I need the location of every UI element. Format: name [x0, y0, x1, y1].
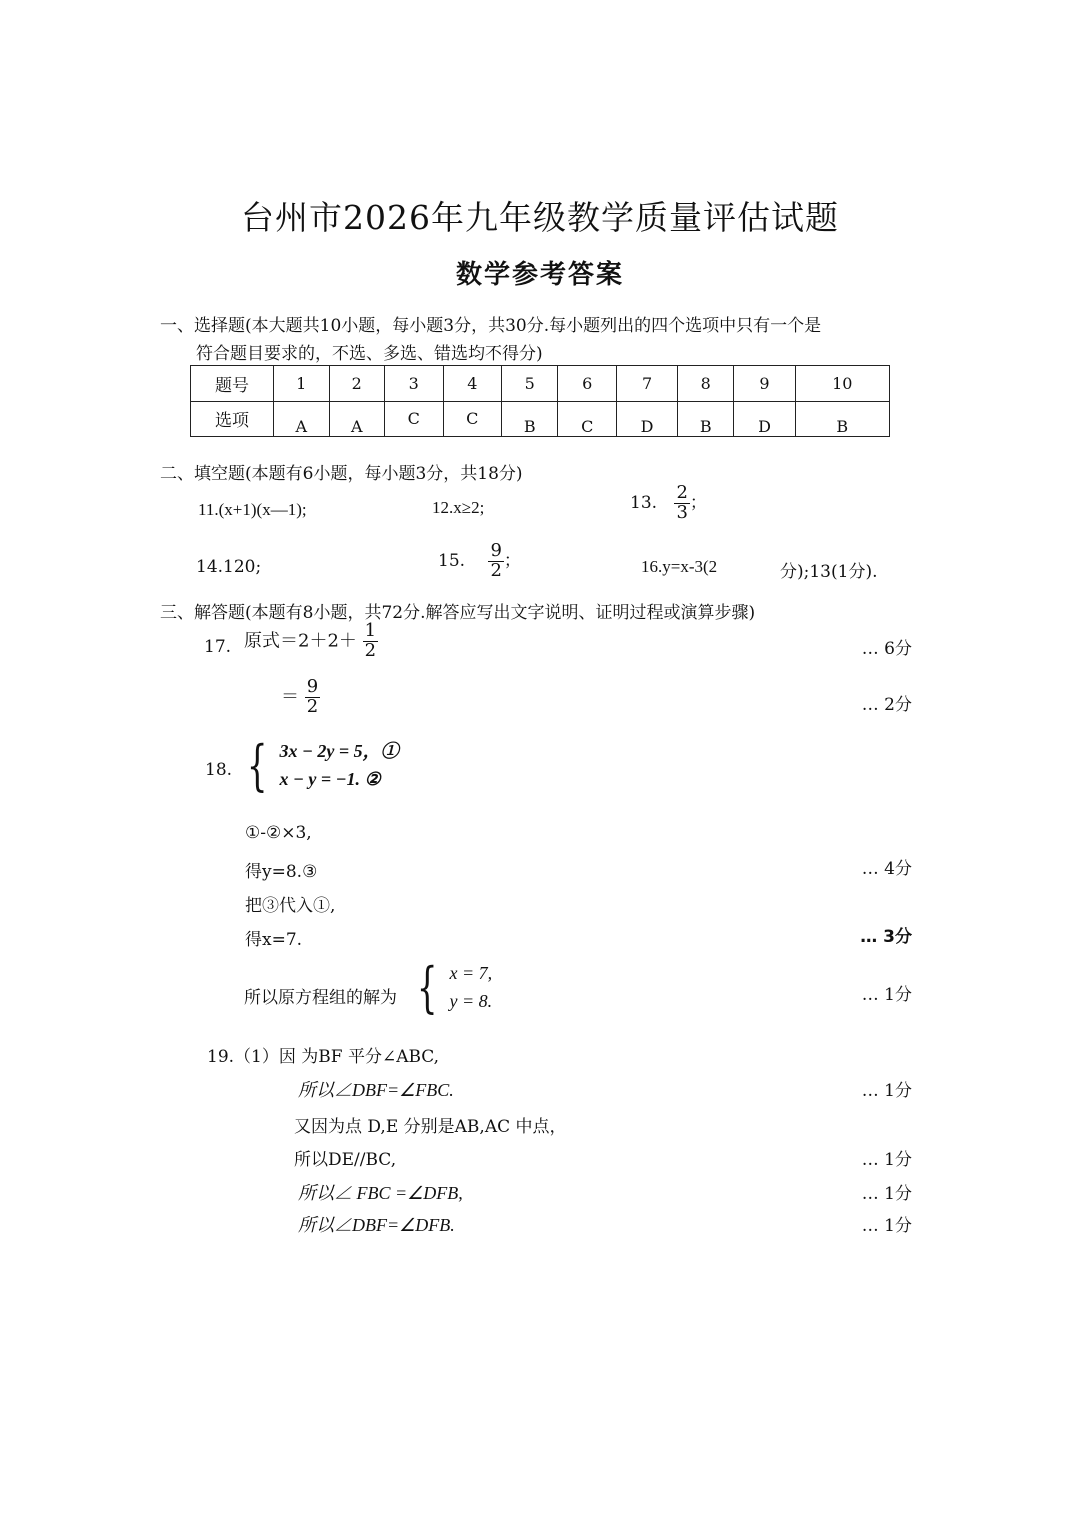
question-number: 10	[795, 366, 889, 402]
section2-heading: 二、填空题(本题有6小题，每小题3分，共18分)	[160, 464, 523, 484]
q13-tail: ；	[689, 492, 707, 513]
q18-equation-2: x − y = −1. ②	[279, 768, 381, 789]
left-brace-icon: {	[416, 955, 438, 1019]
q18-label: 18.	[205, 760, 233, 780]
q18-step-1: ①-②×3,	[245, 823, 312, 843]
q17-expression: 原式＝2＋2＋	[244, 630, 357, 652]
answer-choice: B	[795, 401, 889, 437]
question-number: 5	[502, 366, 558, 402]
answer-q13	[630, 484, 707, 523]
question-number: 4	[443, 366, 502, 402]
q19-line-6: 所以∠DBF=∠DFB.	[298, 1215, 455, 1235]
section1-heading: 一、选择题(本大题共10小题，每小题3分，共30分.每小题列出的四个选项中只有一个是	[160, 316, 822, 336]
answer-choice: B	[502, 401, 558, 437]
question-number: 3	[385, 366, 444, 402]
question-number: 9	[734, 366, 795, 402]
q17-label: 17.	[204, 637, 232, 657]
q18-step-3: 把③代入①,	[245, 896, 336, 916]
q18-solution-y: y = 8.	[449, 990, 493, 1011]
q18-solution-values	[449, 960, 492, 1016]
q17-fraction-1	[363, 622, 378, 661]
fraction-numerator: 1	[364, 620, 377, 641]
fraction-denominator: 2	[306, 695, 319, 717]
answer-choice: C	[558, 401, 617, 437]
q19-score-1: … 1分	[861, 1081, 912, 1101]
q18-step-5: 所以原方程组的解为	[244, 988, 397, 1008]
left-brace-icon: {	[246, 733, 268, 797]
question-number: 8	[678, 366, 734, 402]
q18-score-3: … 1分	[861, 985, 912, 1005]
answer-choice: B	[678, 401, 734, 437]
q17-fraction-2	[305, 678, 320, 717]
answer-q16-part2: 分);13(1分).	[780, 562, 878, 582]
q19-line-2: 所以∠DBF=∠FBC.	[298, 1080, 454, 1100]
document-subtitle: 数学参考答案	[455, 260, 624, 290]
answer-table-answer-row	[191, 401, 890, 437]
answer-table	[190, 365, 890, 437]
q17-score-1: … 6分	[861, 639, 912, 659]
answer-q15	[438, 542, 521, 581]
q17-line1	[244, 622, 378, 661]
answer-choice: C	[443, 401, 502, 437]
q19-line-3: 又因为点 D,E 分别是AB,AC 中点，	[294, 1117, 567, 1137]
question-number: 2	[329, 366, 385, 402]
q17-equals: ＝	[281, 686, 299, 708]
row-label-number: 题号	[191, 366, 274, 402]
q19-line-1: 19.（1）因 为BF 平分∠ABC,	[207, 1047, 440, 1067]
fraction-numerator: 2	[676, 482, 688, 503]
answer-choice: D	[734, 401, 795, 437]
fraction-denominator: 2	[364, 639, 377, 661]
q17-line2	[281, 678, 320, 717]
q19-score-4: … 1分	[861, 1216, 912, 1236]
q17-score-2: … 2分	[861, 695, 912, 715]
q18-score-2: … 3分	[860, 927, 912, 947]
q15-label: 15.	[438, 550, 466, 571]
answer-q12: 12.x≥2;	[432, 498, 485, 517]
q19-score-2: … 1分	[861, 1150, 912, 1170]
question-number: 1	[274, 366, 330, 402]
fraction-numerator: 9	[490, 540, 502, 561]
answer-choice: D	[616, 401, 677, 437]
q19-score-3: … 1分	[861, 1184, 912, 1204]
answer-choice: C	[385, 401, 444, 437]
section1-heading-cont: 符合题目要求的，不选、多选、错选均不得分)	[196, 344, 543, 364]
q18-step-2: 得y=8.③	[245, 862, 318, 882]
q15-tail: ；	[503, 550, 521, 571]
answer-q11: 11.(x+1)(x—1);	[198, 500, 307, 519]
document-title: 台州市2026年九年级教学质量评估试题	[241, 198, 839, 237]
answer-table-number-row	[191, 366, 890, 402]
fraction-denominator: 3	[676, 501, 688, 523]
answer-q14: 14.120;	[196, 557, 262, 577]
q18-step-4: 得x=7.	[245, 930, 303, 950]
question-number: 7	[616, 366, 677, 402]
q18-solution	[410, 955, 493, 1019]
q13-label: 13.	[630, 492, 658, 513]
q15-fraction	[488, 542, 503, 581]
q19-line-5: 所以∠ FBC =∠DFB,	[298, 1183, 463, 1203]
q19-line-4: 所以DE//BC,	[294, 1150, 397, 1170]
q13-fraction	[674, 484, 689, 523]
q18-equation-1: 3x − 2y = 5，①	[279, 741, 399, 761]
answer-choice: A	[274, 401, 330, 437]
q18-equations	[279, 738, 398, 794]
fraction-denominator: 2	[490, 559, 502, 581]
q18-score-1: … 4分	[861, 859, 912, 879]
q18-system	[240, 733, 399, 797]
answer-choice: A	[329, 401, 385, 437]
section3-heading: 三、解答题(本题有8小题，共72分.解答应写出文字说明、证明过程或演算步骤)	[160, 603, 756, 623]
q18-solution-x: x = 7,	[449, 963, 493, 983]
fraction-numerator: 9	[306, 676, 319, 697]
row-label-answer: 选项	[191, 401, 274, 437]
question-number: 6	[558, 366, 617, 402]
answer-q16-part1: 16.y=x-3(2	[641, 557, 718, 576]
